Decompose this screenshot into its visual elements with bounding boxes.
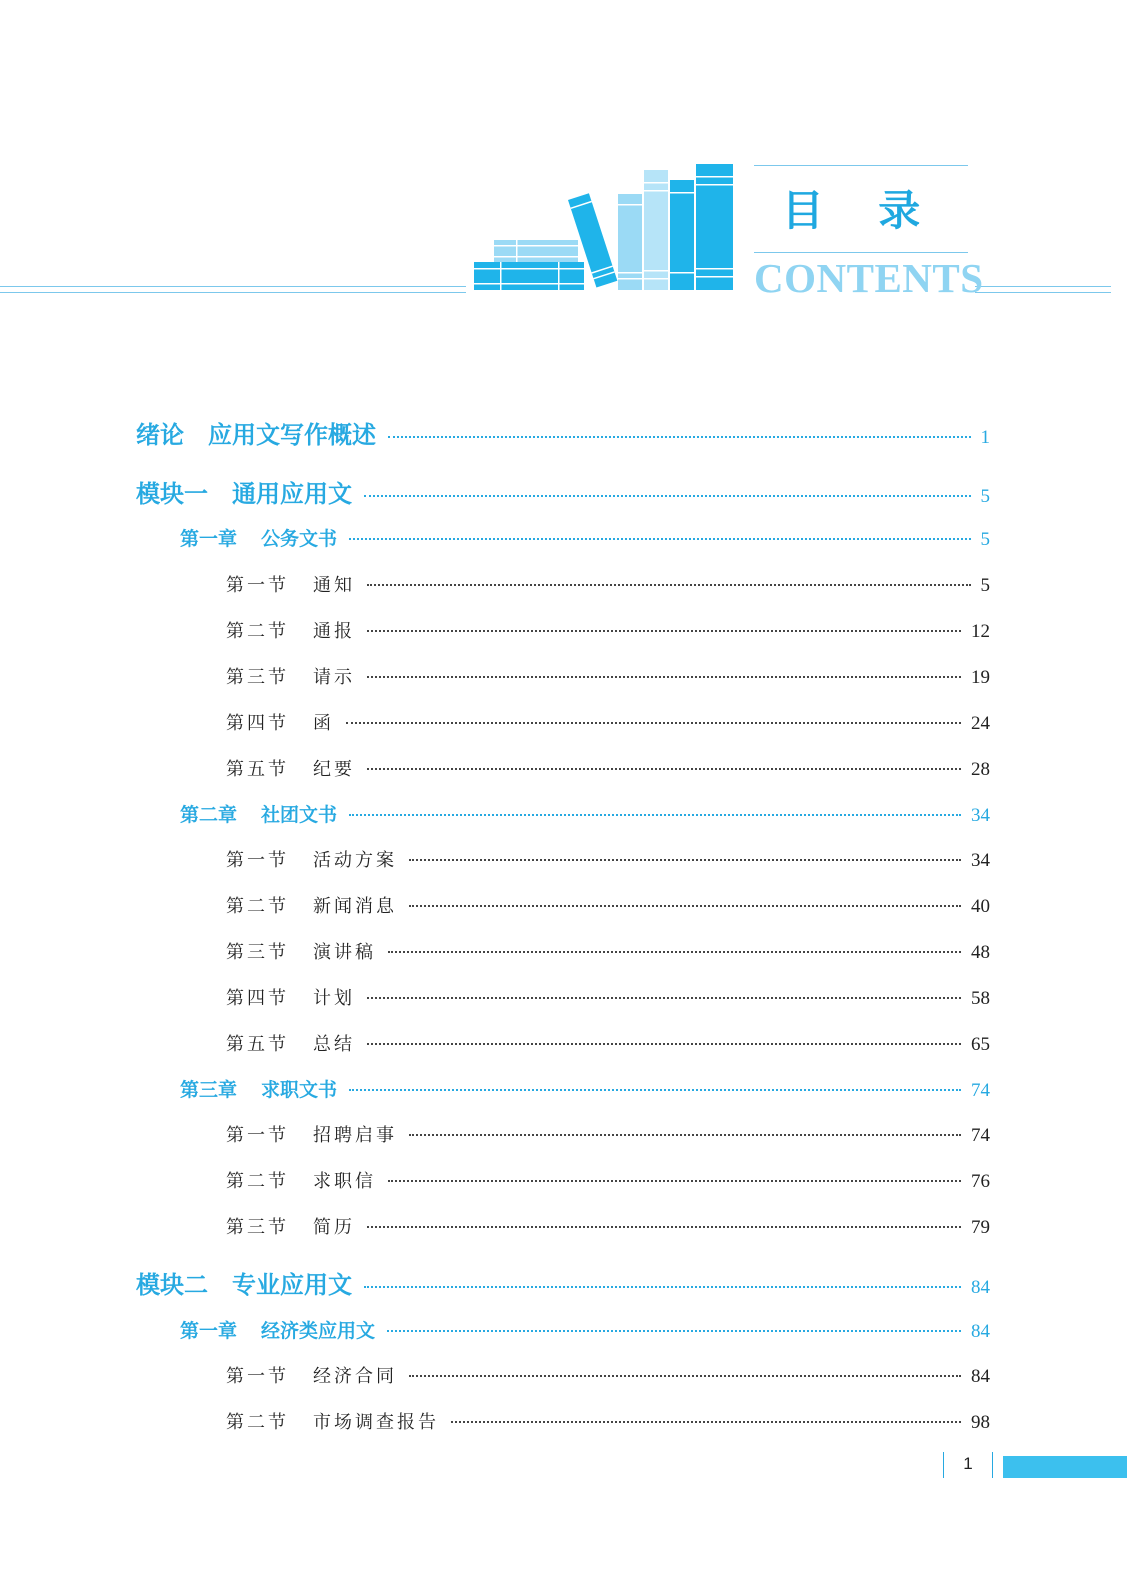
page-number: 1 [963,1454,973,1473]
toc-entry-title [226,892,397,918]
toc-entry-title [226,1167,376,1193]
toc-entry-title [180,1075,337,1102]
toc-entry-name: 公务文书 [261,528,338,550]
toc-dot-leader [388,436,971,438]
toc-page-number: 5 [980,529,990,550]
toc-entry-name: 计划 [313,988,355,1009]
toc-page-number: 48 [971,942,990,963]
toc-entry-name: 纪要 [313,759,355,780]
title-rule-top [754,165,968,166]
toc-entry[interactable] [180,524,990,551]
footer-rule-right [992,1452,993,1478]
page-title-english: CONTENTS [754,255,984,301]
toc-entry[interactable] [226,663,990,689]
toc-entry[interactable] [180,1316,990,1343]
toc-entry-title [226,938,376,964]
toc-entry-label: 第四节 [226,988,289,1009]
toc-entry-label: 第一节 [226,850,289,871]
toc-entry-title [226,846,397,872]
toc-page-number: 84 [971,1321,990,1342]
toc-entry-title [180,1316,375,1343]
toc-dot-leader [349,538,970,540]
toc-dot-leader [409,1375,961,1377]
toc-entry-title [226,1213,355,1239]
toc-page-number: 40 [971,896,990,917]
toc-page-number: 34 [971,805,990,826]
toc-entry-name: 求职信 [313,1171,376,1192]
toc-entry-name: 新闻消息 [313,896,397,917]
toc-entry-name: 经济合同 [313,1366,397,1387]
toc-entry-title [136,474,352,509]
toc-entry-label: 第三节 [226,942,289,963]
toc-entry-title [226,1030,355,1056]
toc-page-number: 84 [971,1277,990,1298]
toc-entry[interactable] [226,938,990,964]
toc-entry[interactable] [180,800,990,827]
toc-entry-label: 第二章 [180,804,238,826]
toc-page-number: 98 [971,1412,990,1433]
toc-page-number: 74 [971,1125,990,1146]
toc-dot-leader [367,676,961,678]
toc-entry[interactable] [226,617,990,643]
toc-entry-title [180,524,337,551]
toc-dot-leader [387,1330,961,1332]
title-rule-middle [754,252,968,253]
toc-page-number: 76 [971,1171,990,1192]
toc-entry[interactable] [226,1030,990,1056]
toc-entry-label: 第二节 [226,1171,289,1192]
toc-page-number: 19 [971,667,990,688]
toc-entry[interactable] [136,1265,990,1300]
toc-entry-title [226,617,355,643]
toc-entry-name: 简历 [313,1217,355,1238]
toc-entry-title [226,1362,397,1388]
header [0,0,1127,320]
toc-entry[interactable] [226,709,990,735]
toc-entry-title [226,984,355,1010]
header-rule-right [975,286,1111,293]
toc-dot-leader [346,722,961,724]
toc-entry-name: 应用文写作概述 [208,421,376,449]
toc-entry[interactable] [226,1408,990,1434]
toc-entry-label: 第一节 [226,575,289,596]
toc-entry[interactable] [226,846,990,872]
toc-entry[interactable] [226,571,990,597]
toc-page-number: 74 [971,1080,990,1101]
page-title: 目 录 [781,186,941,235]
toc-entry-label: 第三节 [226,667,289,688]
toc-dot-leader [367,1043,961,1045]
toc-entry[interactable] [226,1362,990,1388]
toc-entry[interactable] [180,1075,990,1102]
toc-entry-label: 第一节 [226,1125,289,1146]
toc-entry-name: 通报 [313,621,355,642]
toc-dot-leader [409,1134,961,1136]
toc-dot-leader [349,814,961,816]
toc-entry-name: 总结 [313,1034,355,1055]
toc-page-number: 58 [971,988,990,1009]
toc-entry-title [226,1408,439,1434]
toc-page-number: 84 [971,1366,990,1387]
toc-dot-leader [367,584,971,586]
toc-entry-name: 请示 [313,667,355,688]
toc-entry-name: 通用应用文 [232,480,352,508]
header-rule-left [0,286,466,293]
toc-entry-label: 第一节 [226,1366,289,1387]
toc-entry-name: 通知 [313,575,355,596]
toc-entry-name: 活动方案 [313,850,397,871]
toc-entry-name: 求职文书 [261,1079,338,1101]
toc-entry-title [136,1265,352,1300]
toc-entry-label: 绪论 [136,421,184,449]
toc-entry-name: 市场调查报告 [313,1412,439,1433]
toc-page-number: 34 [971,850,990,871]
toc-entry-title [226,1121,397,1147]
toc-entry[interactable] [136,474,990,509]
toc-page-number: 65 [971,1034,990,1055]
toc-page-number: 12 [971,621,990,642]
toc-entry-label: 第二节 [226,896,289,917]
toc-entry[interactable] [226,1121,990,1147]
toc-entry-title [226,571,355,597]
toc-entry-title [226,709,334,735]
toc-dot-leader [367,630,961,632]
toc-entry-name: 经济类应用文 [261,1320,376,1342]
toc-entry[interactable] [226,755,990,781]
toc-entry[interactable] [226,892,990,918]
toc-entry-label: 第三节 [226,1217,289,1238]
toc-page-number: 24 [971,713,990,734]
toc-entry-title [226,663,355,689]
footer-accent-bar [1003,1456,1127,1478]
toc-entry-name: 演讲稿 [313,942,376,963]
toc-dot-leader [367,997,961,999]
toc-dot-leader [388,951,961,953]
toc-dot-leader [409,905,961,907]
toc-entry-title [180,800,337,827]
toc-dot-leader [349,1089,961,1091]
toc-dot-leader [367,1226,961,1228]
toc-entry-name: 专业应用文 [232,1271,352,1299]
toc-page-number: 28 [971,759,990,780]
toc-entry-title [226,755,355,781]
toc-dot-leader [388,1180,961,1182]
toc-page-number: 5 [980,486,990,507]
toc-entry-label: 第一章 [180,1320,238,1342]
toc-entry-title [136,415,376,450]
toc-page-number: 79 [971,1217,990,1238]
books-icon [472,160,737,295]
toc-entry-label: 第三章 [180,1079,238,1101]
toc-entry-name: 社团文书 [261,804,338,826]
toc-dot-leader [364,1286,961,1288]
toc-entry-label: 模块二 [136,1271,208,1299]
toc-entry-label: 模块一 [136,480,208,508]
toc-entry-label: 第一章 [180,528,238,550]
toc-page-number: 5 [980,575,990,596]
toc-dot-leader [364,495,971,497]
toc-entry-label: 第五节 [226,1034,289,1055]
toc-dot-leader [367,768,961,770]
toc-entry-label: 第二节 [226,621,289,642]
toc-entry-label: 第四节 [226,713,289,734]
toc-entry[interactable] [226,984,990,1010]
toc-entry-name: 函 [313,713,334,734]
toc-entry-name: 招聘启事 [313,1125,397,1146]
toc-entry[interactable] [136,415,990,450]
toc-dot-leader [409,859,961,861]
toc-page-number: 1 [980,427,990,448]
toc-entry[interactable] [226,1167,990,1193]
toc-entry-label: 第五节 [226,759,289,780]
toc-dot-leader [451,1421,961,1423]
toc-entry-label: 第二节 [226,1412,289,1433]
toc-entry[interactable] [226,1213,990,1239]
